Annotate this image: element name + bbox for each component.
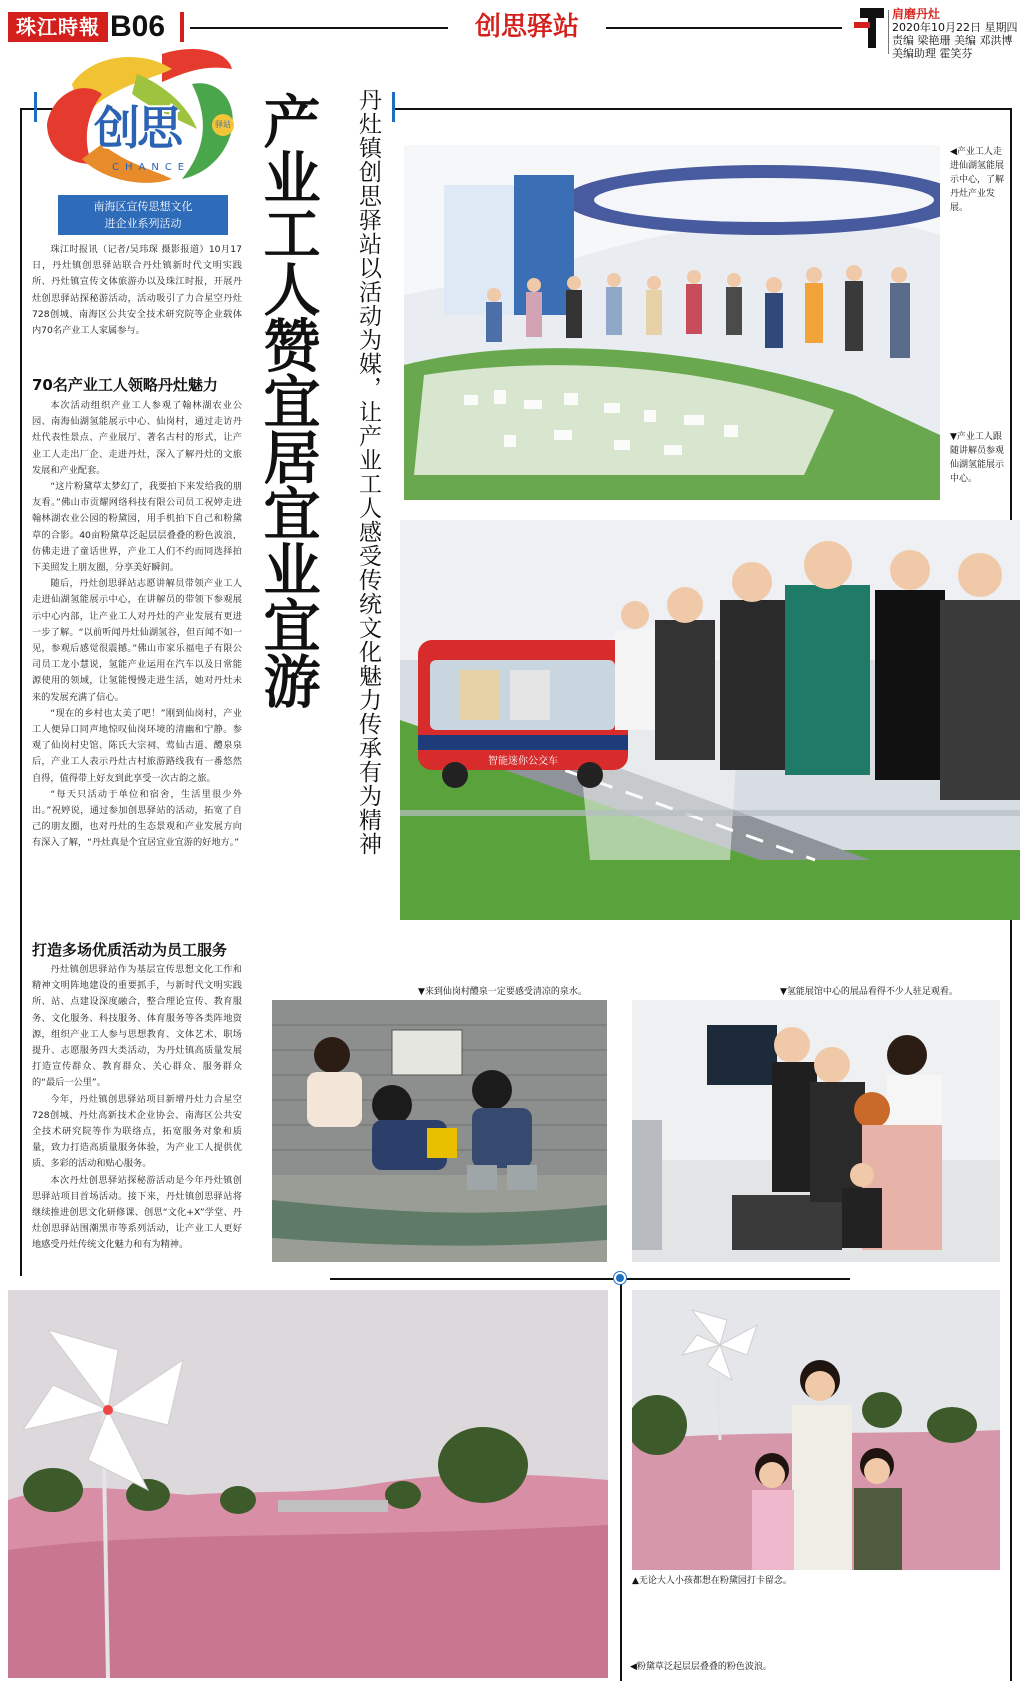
danzao-logo-icon [848,8,888,50]
header-red-bar [180,12,184,42]
paragraph: 本次丹灶创思驿站探秘游活动是今年丹灶镇创思驿站项目首场活动。接下来，丹灶镇创思驿站将继续推进创思文化研修课、创思“文化+X”学堂、丹灶创思驿站围潮黑市等系列活动，让产业工人更好地感受丹灶传统文化魅力和有为精神。 [32,1174,242,1251]
caption-photo1: ◀产业工人走进仙湖氢能展示中心，了解丹灶产业发展。 [950,147,1005,213]
divider-dot-icon [614,1272,626,1284]
section-title: 创思驿站 [474,12,579,42]
brand-name: 肩磨丹灶 [892,7,941,21]
blue-tick-right [392,92,395,122]
photo-family [632,1290,1000,1570]
photo-spring-water-image [272,1000,607,1262]
article-lead [32,242,242,339]
page-number: B06 [110,10,166,43]
paragraph: 本次活动组织产业工人参观了翰林湖农业公园、南海仙湖氢能展示中心、仙岗村，通过走访丹灶代表性景点、产业展厅、著名古村的形式，让产业工人走出厂企、走进丹灶，深入了解丹灶的文旅发展和产业配套。 [32,400,242,476]
paragraph: “现在的乡村也太美了吧！”刚到仙岗村，产业工人便异口同声地惊叹仙岗环境的清幽和宁静。参观了仙岗村史馆、陈氏大宗祠、莺仙古道、醴泉泉后，产业工人表示丹灶古村旅游路线我有一番悠然自得，值得带上好友到此享受一次古韵之旅。 [32,707,242,784]
subhead-2: 打造多场优质活动为员工服务 [32,941,228,959]
series-box [58,195,228,235]
logo-badge: 驿站 [212,114,234,136]
chance-logo [42,44,242,194]
photo-spring-water [272,1000,607,1262]
bus-sign: 智能迷你公交车 [488,756,558,767]
headline: 产业工人赞宜居宜业宜游 [254,92,321,708]
logo-word: 创思 [94,101,180,155]
caption-photo6: ▲无论大人小孩都想在粉黛园打卡留念。 [632,1576,792,1586]
masthead: 珠江時報 [8,12,108,42]
subhead-1: 70名产业工人领略丹灶魅力 [32,376,218,394]
photo-divider-vertical [620,1278,622,1681]
caption-photo4: ▼氢能展馆中心的展品看得不少人驻足观看。 [780,987,958,997]
series-box-line1: 南海区宣传思想文化 [93,200,193,213]
article-section-2 [32,962,242,1254]
paragraph: 今年，丹灶镇创思驿站项目新增丹灶力合星空728创城、丹灶高新技术企业协会、南海区公共安全技术研究院等作为联络点，拓宽服务对象和质量，致力打造高质量服务体验，为产业工人提供优质、多彩的活动和贴心服务。 [32,1093,242,1170]
editors-line-2: 美编助理 霍笑芬 [892,47,973,60]
caption-photo1b: ▼产业工人跟随讲解员参观仙湖氢能展示中心。 [950,432,1005,484]
header-rule-right [606,27,842,29]
header-rule-left [190,27,448,29]
frame-top [394,108,1012,110]
header-info [892,8,1022,60]
paragraph: “每天只活动于单位和宿舍，生活里很少外出。”祝婷说，通过参加创思驿站的活动，拓宽了自己的朋友圈，也对丹灶的生态景观和产业发展方向有深入了解，“丹灶真是个宜居宜业宜游的好地方。” [32,788,242,849]
caption-photo3: ▼来到仙岗村醴泉一定要感受清凉的泉水。 [418,987,587,997]
series-box-line2: 进企业系列活动 [104,217,182,230]
lead-paragraph: 珠江时报讯（记者/吴玮琛 摄影报道）10月17日，丹灶镇创思驿站联合丹灶镇新时代文明实践所、丹灶镇宣传文体旅游办以及珠江时报，开展丹灶创思驿站探秘游活动，活动吸引了力合星空丹灶728创城、南海区公共安全技术研究院等企业载体内70名产业工人家属参与。 [32,244,242,337]
paragraph: 丹灶镇创思驿站作为基层宣传思想文化工作和精神文明阵地建设的重要抓手，与新时代文明实践所、站、点建设深度融合，整合理论宣传、教育服务、文化服务、科技服务、体育服务等各类阵地资源，组织产业工人参与思想教育、文体艺术、职场提升、志愿服务四大类活动，为丹灶镇高质量发展打造宣传群众、教育群众、关心群众、服务群众的“最后一公里”。 [32,964,242,1089]
article-section-1 [32,398,242,852]
subheadline: 丹灶镇创思驿站以活动为媒，让产业工人感受传统文化魅力传承有为精神 [355,88,381,856]
logo-sub: CHANCE [112,162,191,173]
photo-pink-grass [8,1290,608,1678]
photo-hydrogen-exhibit-image [632,1000,1000,1262]
header-divider [888,10,889,54]
paragraph: 随后，丹灶创思驿站志愿讲解员带领产业工人走进仙湖氢能展示中心，在讲解员的带领下参观展示中心内部，让产业工人对丹灶的产业发展有更进一步了解。“以前听闻丹灶仙湖氢谷，但百闻不如一见，参观后感觉很震撼。”佛山市家乐福电子有限公司员工龙小慧说，氢能产业运用在汽车以及日常能源使用的领域，让氢能慢慢走进生活，她对丹灶未来的发展充满了信心。 [32,578,242,703]
frame-left [20,108,22,1276]
photo-pink-grass-image [8,1290,608,1678]
blue-tick-left [34,92,37,122]
photo-divider-horizontal [330,1278,850,1280]
photo-hydrogen-exhibit [632,1000,1000,1262]
photo-exhibition-hall-image [404,145,940,500]
photo-exhibition-hall [404,145,940,500]
photo-family-image [632,1290,1000,1570]
date-line: 2020年10月22日 星期四 [892,21,1018,34]
caption-photo5: ◀粉黛草泛起层层叠叠的粉色波浪。 [630,1662,772,1672]
photo-bus-model [400,520,1020,920]
paragraph: “这片粉黛草太梦幻了，我要拍下来发给我的朋友看。”佛山市贡耀网络科技有限公司员工祝婷走进翰林湖农业公园的粉黛园，用手机拍下自己和粉黛草的合影。40亩粉黛草泛起层层叠叠的粉色波浪，仿佛走进了童话世界，产业工人们不约而同选择拍下美照发上朋友圈，分享美好瞬间。 [32,481,242,574]
editors-line-1: 责编 梁艳珊 美编 邓洪博 [892,34,1013,47]
photo-bus-model-image [400,520,1020,920]
